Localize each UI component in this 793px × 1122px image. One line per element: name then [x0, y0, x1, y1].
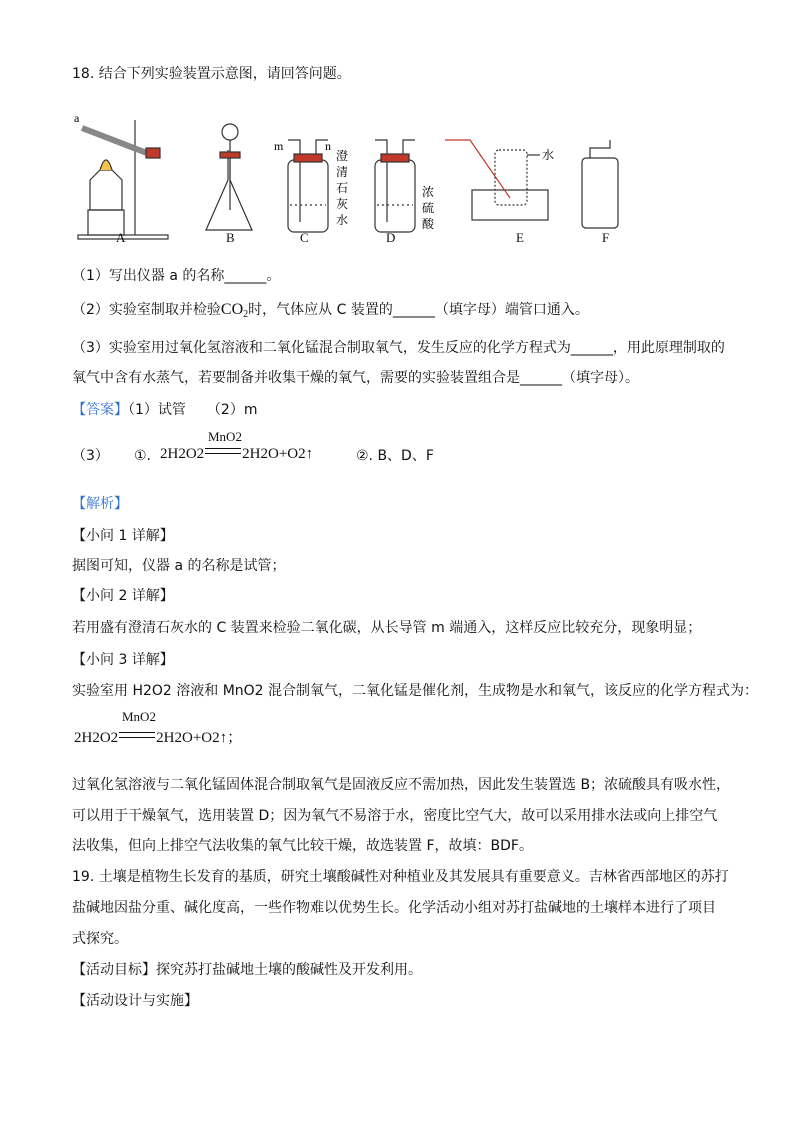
label-E: E — [516, 230, 524, 245]
q19-design: 【活动设计与实施】 — [72, 993, 198, 1009]
equation-analysis: MnO2 2H2O2 2H2O+O2↑； — [74, 709, 243, 746]
label-C: C — [300, 230, 309, 245]
q19-line1: 19. 土壤是植物生长发育的基质，研究土壤酸碱性对种植业及其发展具有重要意义。吉林省西部地区的苏打 — [72, 869, 729, 885]
detail1-title: 【小问 1 详解】 — [72, 528, 174, 544]
detail1-text: 据图可知，仪器 a 的名称是试管； — [72, 558, 286, 574]
detail3-title: 【小问 3 详解】 — [72, 652, 174, 668]
detail3-para3: 法收集，但向上排空气法收集的氧气比较干燥，故选装置 F，故填：BDF。 — [72, 838, 533, 854]
q18-part1: （1）写出仪器 a 的名称______。 — [72, 268, 281, 284]
equation-answer: MnO2 2H2O2 2H2O+O2↑ — [160, 429, 314, 462]
detail3-text: 实验室用 H2O2 溶液和 MnO2 混合制氧气，二氧化锰是催化剂，生成物是水和氧气，该反应的化学方程式为： — [72, 683, 759, 699]
tube-n-label: n — [325, 139, 331, 153]
answer-tag: 【答案】 — [72, 402, 128, 418]
c-text-2: 石 — [336, 181, 349, 195]
c-text-1: 清 — [336, 165, 349, 179]
instrument-a-label: a — [74, 111, 80, 125]
detail3-para1: 过氧化氢溶液与二氧化锰固体混合制取氧气是固液反应不需加热，因此发生装置选 B；浓硫酸具有吸水性， — [72, 777, 731, 793]
q19-line2: 盐碱地因盐分重、碱化度高，一些作物难以优势生长。化学活动小组对苏打盐碱地的土壤样本进行了项目 — [72, 900, 716, 916]
label-F: F — [602, 230, 610, 245]
c-text-3: 灰 — [336, 197, 349, 211]
d-text-1: 硫 — [422, 201, 435, 215]
answer3-choice2: ②. B、D、F — [356, 448, 434, 464]
answer3-prefix: （3） — [72, 448, 109, 464]
label-B: B — [226, 230, 235, 245]
e-water-label: 水 — [542, 148, 555, 162]
label-D: D — [386, 230, 396, 245]
c-text-0: 澄 — [336, 149, 349, 163]
label-A: A — [116, 230, 126, 245]
q18-title: 18. 结合下列实验装置示意图，请回答问题。 — [72, 66, 351, 82]
q19-line3: 式探究。 — [72, 931, 128, 947]
c-text-4: 水 — [336, 213, 349, 227]
detail3-para2: 可以用于干燥氧气，选用装置 D；因为氧气不易溶于水，密度比空气大，故可以采用排水法或向上排空气 — [72, 808, 718, 824]
tube-m-label: m — [274, 139, 284, 153]
q18-part2: （2）实验室制取并检验$CO_2$时，气体应从 C 装置的______（填字母）端管口通入。 — [72, 301, 589, 320]
detail2-title: 【小问 2 详解】 — [72, 588, 174, 604]
d-text-2: 酸 — [422, 217, 435, 231]
q18-part3-line2: 氧气中含有水蒸气，若要制备并收集干燥的氧气，需要的实验装置组合是______（填字母）。 — [72, 370, 639, 386]
detail2-text: 若用盛有澄清石灰水的 C 装置来检验二氧化碳，从长导管 m 端通入，这样反应比较充分，现象明显； — [72, 620, 702, 636]
d-text-0: 浓 — [422, 185, 435, 199]
q19-goal: 【活动目标】探究苏打盐碱地土壤的酸碱性及开发利用。 — [72, 962, 422, 978]
q18-part3-line1: （3）实验室用过氧化氢溶液和二氧化锰混合制取氧气，发生反应的化学方程式为______，用此原理制取的 — [72, 340, 725, 356]
answer-line: 【答案】（1）试管 （2）m — [72, 402, 258, 418]
answer3-choice1: ①. — [134, 448, 152, 464]
apparatus-figure — [70, 110, 650, 250]
analysis-tag: 【解析】 — [72, 496, 128, 512]
